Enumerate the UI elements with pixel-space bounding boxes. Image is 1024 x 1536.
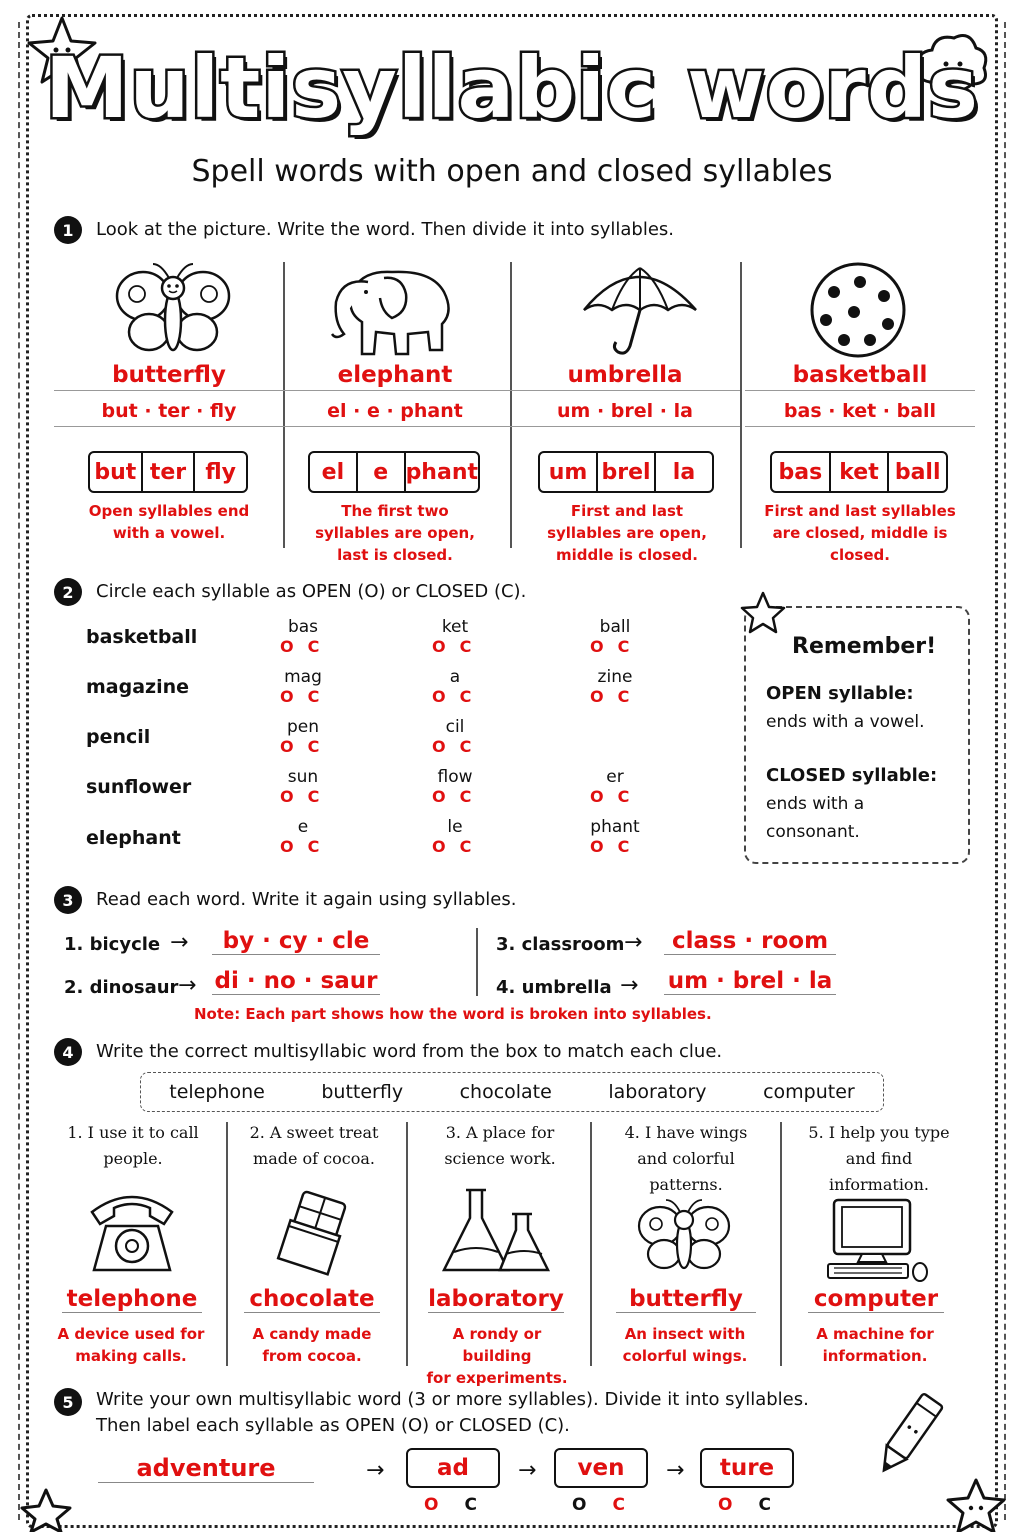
- divider: [476, 928, 478, 996]
- syllable-answer: by · cy · cle: [212, 928, 380, 955]
- divider: [780, 1122, 782, 1366]
- syllable-note: First and last syllables are open, middle is closed.: [547, 502, 707, 564]
- chocolate-icon: [272, 1188, 356, 1276]
- word-answer: basketball: [745, 362, 975, 391]
- clue-definition: An insect with colorful wings.: [622, 1325, 748, 1365]
- arrow-icon: →: [366, 1458, 385, 1483]
- syllable-box: phant: [405, 459, 478, 485]
- syllable-box: fly: [205, 459, 236, 485]
- clue-definition: A device used for making calls.: [57, 1325, 205, 1365]
- syllable-box[interactable]: ture: [700, 1448, 794, 1488]
- clue-answer: laboratory: [428, 1286, 564, 1312]
- oc-choice[interactable]: OC: [572, 1495, 651, 1515]
- row-word: basketball: [86, 626, 198, 648]
- butterfly-icon: [113, 258, 233, 358]
- clue-answer: chocolate: [244, 1286, 380, 1313]
- clue-answer: telephone: [62, 1286, 202, 1313]
- oc-choice[interactable]: OC: [718, 1495, 797, 1515]
- word-bank-item: chocolate: [459, 1081, 552, 1103]
- open-label: OPEN syllable:: [766, 683, 914, 704]
- syllable-box: but: [90, 453, 143, 491]
- star-icon: [944, 1476, 1008, 1532]
- syllable-label: cil: [445, 717, 465, 737]
- oc-choice[interactable]: OC: [280, 637, 334, 656]
- flask-icon: [440, 1186, 560, 1278]
- row-word: elephant: [86, 827, 181, 849]
- syllable-box[interactable]: ad: [406, 1448, 500, 1488]
- syllable-box: ter: [143, 453, 196, 491]
- syllable-boxes: [538, 451, 714, 493]
- syllable-label: flow: [437, 767, 473, 787]
- oc-choice[interactable]: OC: [432, 637, 486, 656]
- syllable-answer: um · brel · la: [510, 396, 740, 427]
- arrow-icon: →: [666, 1458, 685, 1483]
- section-3-instruction: Read each word. Write it again using syllables.: [96, 889, 517, 910]
- syllable-note: The first two syllables are open, last is closed.: [315, 502, 475, 564]
- syllable-box: ball: [894, 459, 941, 485]
- clue-text: 5. I help you type and find information.: [808, 1123, 950, 1194]
- basketball-icon: [804, 260, 912, 360]
- word-prompt: 1. bicycle: [64, 934, 161, 955]
- oc-choice[interactable]: OC: [432, 687, 486, 706]
- arrow-icon: →: [170, 930, 189, 955]
- section-number: 1: [54, 216, 82, 244]
- star-icon: [18, 1486, 74, 1532]
- section-5-instruction: Then label each syllable as OPEN (O) or CLOSED (C).: [96, 1415, 570, 1436]
- syllable-box: brel: [598, 453, 656, 491]
- umbrella-icon: [578, 254, 702, 360]
- word-bank-item: laboratory: [608, 1081, 707, 1103]
- word-bank-item: computer: [763, 1081, 855, 1103]
- oc-choice[interactable]: OC: [590, 637, 644, 656]
- word-answer: butterfly: [54, 362, 284, 391]
- oc-choice[interactable]: OC: [590, 787, 644, 806]
- clue-text: 1. I use it to call people.: [67, 1123, 199, 1168]
- butterfly-icon: [636, 1198, 732, 1274]
- word-bank-item: telephone: [169, 1081, 265, 1103]
- oc-choice[interactable]: OC: [280, 837, 334, 856]
- divider: [226, 1122, 228, 1366]
- divider: [406, 1122, 408, 1366]
- pencil-icon: [866, 1388, 950, 1484]
- oc-choice[interactable]: OC: [432, 737, 486, 756]
- closed-text: ends with a: [766, 794, 865, 814]
- oc-choice[interactable]: OC: [590, 687, 644, 706]
- remember-title: Remember!: [792, 634, 937, 659]
- clue-answer: butterfly: [616, 1286, 756, 1313]
- oc-choice[interactable]: OC: [280, 687, 334, 706]
- own-word-answer[interactable]: adventure: [98, 1454, 314, 1483]
- oc-choice[interactable]: OC: [424, 1495, 503, 1515]
- syllable-note: Note: Each part shows how the word is broken into syllables.: [194, 1005, 712, 1023]
- arrow-icon: →: [624, 930, 643, 955]
- syllable-answer: but · ter · fly: [54, 396, 284, 427]
- section-1-instruction: Look at the picture. Write the word. Then divide it into syllables.: [96, 219, 675, 240]
- telephone-icon: [84, 1186, 180, 1276]
- syllable-answer: di · no · saur: [212, 968, 380, 995]
- syllable-box: ket: [831, 453, 890, 491]
- oc-choice[interactable]: OC: [590, 837, 644, 856]
- arrow-icon: →: [620, 973, 639, 998]
- oc-choice[interactable]: OC: [280, 737, 334, 756]
- section-number: 3: [54, 886, 82, 914]
- row-word: pencil: [86, 726, 151, 748]
- section-number: 5: [54, 1388, 82, 1416]
- word-answer: elephant: [280, 362, 510, 391]
- syllable-label: a: [449, 667, 461, 687]
- syllable-label: zine: [597, 667, 633, 687]
- star-icon: [738, 590, 788, 634]
- clue-definition: A candy made from cocoa.: [252, 1325, 372, 1365]
- syllable-label: le: [447, 817, 463, 837]
- word-prompt: 3. classroom: [496, 934, 625, 955]
- syllable-label: ket: [441, 617, 469, 637]
- clue-text: 3. A place for science work.: [444, 1123, 556, 1168]
- elephant-icon: [322, 262, 462, 358]
- word-bank: [140, 1072, 884, 1112]
- row-word: magazine: [86, 676, 190, 698]
- syllable-label: mag: [284, 667, 322, 687]
- syllable-note: First and last syllables are closed, middle is closed.: [764, 502, 956, 564]
- syllable-box: um: [540, 453, 598, 491]
- page-title: Multisyllabic words: [45, 39, 979, 137]
- oc-choice[interactable]: OC: [432, 787, 486, 806]
- syllable-label: er: [606, 767, 624, 787]
- open-text: ends with a vowel.: [766, 712, 925, 732]
- syllable-box: el: [310, 453, 358, 491]
- syllable-answer: el · e · phant: [280, 396, 510, 427]
- section-2-instruction: Circle each syllable as OPEN (O) or CLOSED (C).: [96, 581, 527, 602]
- syllable-box: la: [672, 459, 696, 485]
- word-prompt: 2. dinosaur: [64, 977, 179, 998]
- row-word: sunflower: [86, 776, 192, 798]
- computer-icon: [824, 1196, 932, 1286]
- syllable-boxes: [770, 451, 948, 493]
- syllable-answer: um · brel · la: [664, 968, 836, 995]
- arrow-icon: →: [178, 973, 197, 998]
- syllable-label: ball: [599, 617, 631, 637]
- syllable-boxes: [308, 451, 480, 493]
- divider: [740, 262, 742, 548]
- section-5-instruction: Write your own multisyllabic word (3 or more syllables). Divide it into syllables.: [96, 1389, 809, 1410]
- closed-label: CLOSED syllable:: [766, 765, 938, 786]
- syllable-note: Open syllables end with a vowel.: [88, 502, 250, 542]
- syllable-box[interactable]: ven: [554, 1448, 648, 1488]
- section-number: 4: [54, 1038, 82, 1066]
- clue-definition: A rondy or building for experiments.: [426, 1325, 568, 1387]
- closed-text: consonant.: [766, 822, 860, 842]
- clue-text: 4. I have wings and colorful patterns.: [624, 1123, 748, 1194]
- arrow-icon: →: [518, 1458, 537, 1483]
- section-4-instruction: Write the correct multisyllabic word from the box to match each clue.: [96, 1041, 723, 1062]
- oc-choice[interactable]: OC: [280, 787, 334, 806]
- word-bank-item: butterfly: [321, 1081, 404, 1103]
- clue-definition: A machine for information.: [816, 1325, 934, 1365]
- syllable-answer: class · room: [664, 928, 836, 955]
- word-answer: umbrella: [510, 362, 740, 391]
- syllable-label: bas: [287, 617, 319, 637]
- syllable-boxes: [88, 451, 248, 493]
- oc-choice[interactable]: OC: [432, 837, 486, 856]
- clue-answer: computer: [808, 1286, 944, 1313]
- section-number: 2: [54, 578, 82, 606]
- syllable-label: phant: [590, 817, 640, 837]
- divider: [590, 1122, 592, 1366]
- word-prompt: 4. umbrella: [496, 977, 612, 998]
- clue-text: 2. A sweet treat made of cocoa.: [249, 1123, 379, 1168]
- syllable-label: sun: [287, 767, 319, 787]
- syllable-box: bas: [772, 453, 831, 491]
- syllable-label: pen: [286, 717, 320, 737]
- syllable-answer: bas · ket · ball: [745, 396, 975, 427]
- syllable-label: e: [297, 817, 309, 837]
- syllable-box: e: [358, 453, 406, 491]
- page-subtitle: Spell words with open and closed syllables: [191, 154, 833, 189]
